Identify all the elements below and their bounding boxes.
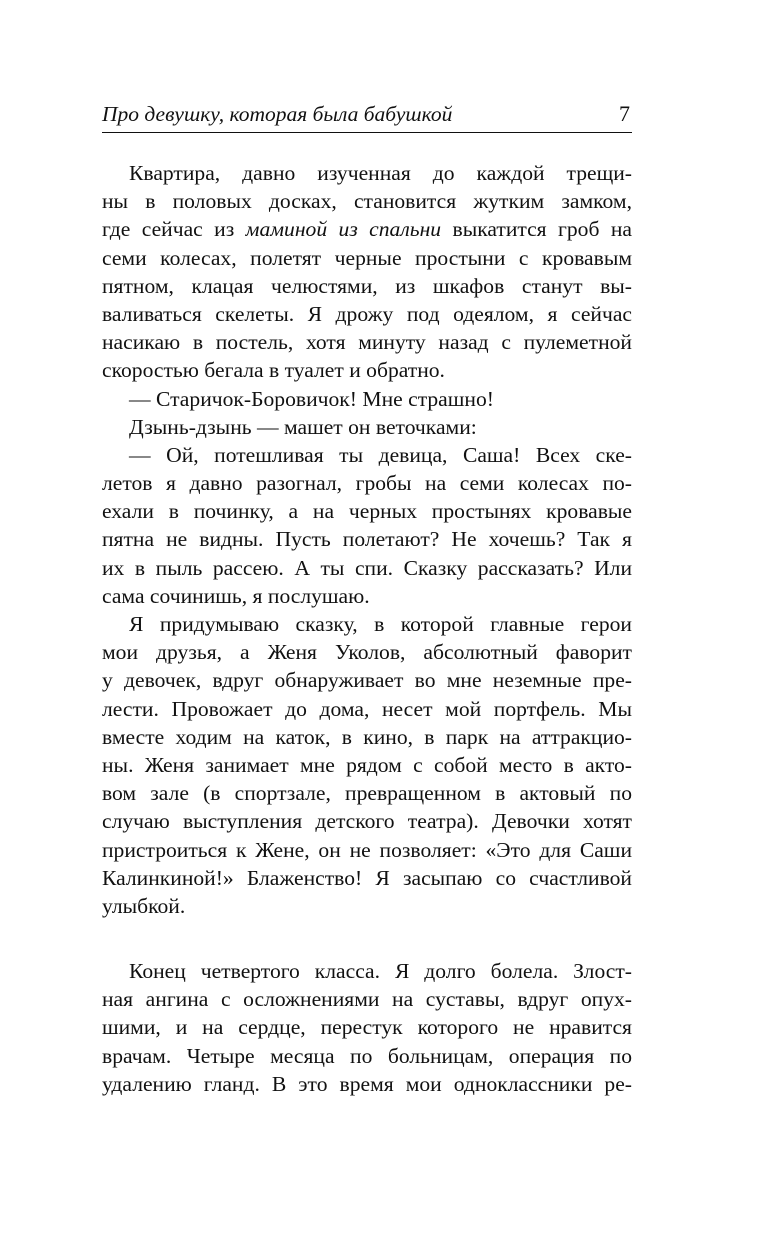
text-line: вом зале (в спортзале, превращенном в актовый по [102, 781, 632, 806]
text-line: лести. Провожает до дома, несет мой портфель. Мы [102, 696, 632, 721]
text-line: ны в половых досках, становится жутким замком, [102, 189, 632, 214]
text-fragment: где сейчас из [102, 217, 246, 242]
text-line: Конец четвертого класса. Я долго болела. Злост- [129, 959, 632, 983]
text-line: случаю выступления детского театра). Девочки хотят [102, 809, 632, 834]
text-line: удалению гланд. В это время мои одноклассники ре- [102, 1071, 632, 1096]
text-line: пятна не видны. Пусть полетают? Не хочешь? Так я [102, 527, 632, 552]
text-line: Калинкиной!» Блаженство! Я засыпаю со счастливой [102, 865, 632, 890]
text-line: Дзынь-дзынь — машет он веточками: [129, 414, 477, 439]
text-line: у девочек, вдруг обнаруживает во мне неземные пре- [102, 668, 632, 693]
running-title: Про девушку, которая была бабушкой [102, 102, 453, 126]
text-line: мои друзья, а Женя Уколов, абсолютный фаворит [102, 640, 632, 665]
text-line: валиваться скелеты. Я дрожу под одеялом, я сейчас [102, 301, 632, 326]
body-text-section-2 [102, 957, 632, 1098]
text-line: Квартира, давно изученная до каждой трещи- [129, 161, 632, 185]
text-line: Я придумываю сказку, в которой главные герои [129, 612, 632, 636]
text-line: летов я давно разогнал, гробы на семи колесах по- [102, 471, 632, 496]
text-line: ехали в починку, а на черных простынях кровавые [102, 499, 632, 524]
page-number: 7 [619, 101, 630, 126]
text-line: ны. Женя занимает мне рядом с собой место в акто- [102, 752, 632, 777]
text-line: — Ой, потешливая ты девица, Саша! Всех ске- [129, 442, 632, 467]
text-line: улыбкой. [102, 893, 186, 918]
text-line: — Старичок-Боровичок! Мне страшно! [129, 386, 494, 411]
text-line: ная ангина с осложнениями на суставы, вдруг опух- [102, 987, 632, 1012]
text-line: шими, и на сердце, перестук которого не нравится [102, 1015, 632, 1040]
running-head [102, 98, 632, 133]
text-line: семи колесах, полетят черные простыни с кровавым [102, 245, 632, 270]
text-line: вместе ходим на каток, в кино, в парк на аттракцио- [102, 724, 632, 749]
text-line: пятном, клацая челюстями, из шкафов станут вы- [102, 273, 632, 298]
italic-emphasis: маминой из спальни [245, 217, 442, 242]
text-line: скоростью бегала в туалет и обратно. [102, 358, 445, 383]
text-line: пристроиться к Жене, он не позволяет: «Это для Саши [102, 837, 632, 862]
text-line: насикаю в постель, хотя минуту назад с пулеметной [102, 330, 632, 355]
text-line: сама сочинишь, я послушаю. [102, 583, 370, 608]
text-line: их в пыль рассею. А ты спи. Сказку рассказать? Или [102, 555, 632, 580]
text-line: врачам. Четыре месяца по больницам, операция по [102, 1043, 632, 1068]
text-fragment: выкатится гроб на [441, 217, 632, 242]
body-text-section-1 [102, 159, 632, 920]
text-line [102, 215, 632, 243]
